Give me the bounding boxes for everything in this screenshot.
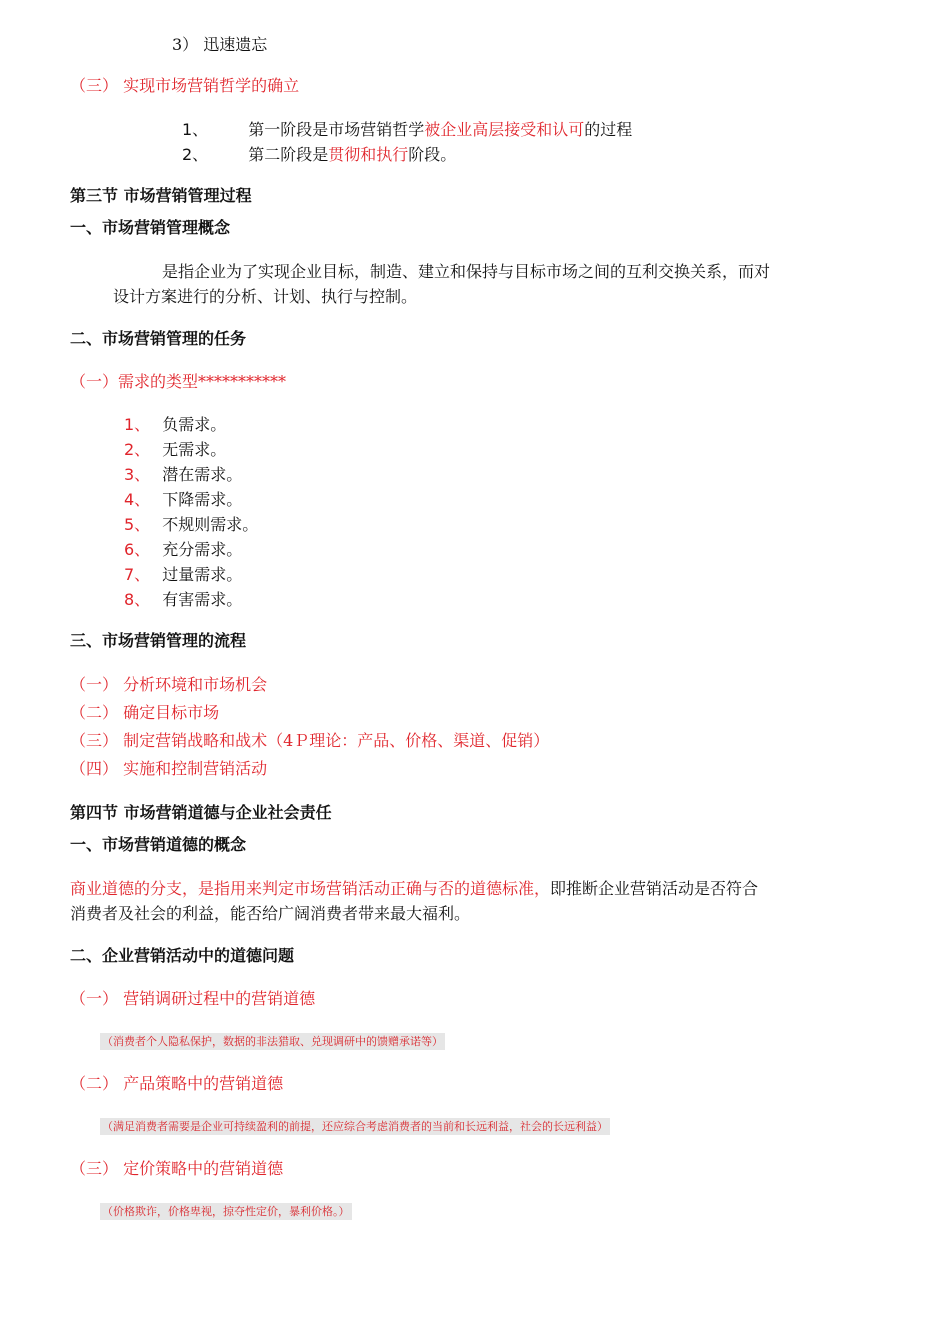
- stage-text: 第二阶段是: [248, 145, 329, 164]
- demand-item: [124, 564, 242, 586]
- stage-item: [182, 119, 632, 141]
- demand-text: 充分需求。: [162, 540, 243, 559]
- demand-number: 3、: [124, 465, 151, 484]
- section-title-4: 第四节 市场营销道德与企业社会责任: [70, 803, 332, 822]
- ethics-issue-note: （消费者个人隐私保护，数据的非法猎取、兑现调研中的馈赠承诺等）: [102, 1035, 443, 1048]
- demand-text: 潜在需求。: [162, 465, 243, 484]
- paragraph-ethics-line1: [70, 878, 758, 900]
- paragraph-concept-line1: 是指企业为了实现企业目标，制造、建立和保持与目标市场之间的互利交换关系，而对: [162, 262, 771, 281]
- stage-number: 2、: [182, 145, 209, 164]
- stage-text-end: 阶段。: [408, 145, 457, 164]
- demand-item: [124, 539, 242, 561]
- stage-text-end: 的过程: [584, 120, 633, 139]
- demand-number: 4、: [124, 490, 151, 509]
- ethics-issue-note: （价格欺诈，价格卑视，掠夺性定价，暴利价格。）: [102, 1205, 350, 1218]
- demand-text: 不规则需求。: [162, 515, 259, 534]
- paragraph-concept-line2: 设计方案进行的分析、计划、执行与控制。: [113, 287, 418, 306]
- stage-highlight: 被企业高层接受和认可: [424, 120, 585, 139]
- demand-text: 无需求。: [162, 440, 227, 459]
- heading-ethics-issues: 二、企业营销活动中的道德问题: [70, 946, 295, 965]
- process-step: （二） 确定目标市场: [70, 703, 220, 722]
- demand-text: 过量需求。: [162, 565, 243, 584]
- process-step: （三） 制定营销战略和战术（4Ｐ理论：产品、价格、渠道、促销）: [70, 731, 550, 750]
- demand-number: 5、: [124, 515, 151, 534]
- heading-ethics-concept: 一、市场营销道德的概念: [70, 835, 247, 854]
- demand-item: [124, 464, 242, 486]
- demand-item: [124, 589, 242, 611]
- ethics-issue-heading: （三） 定价策略中的营销道德: [70, 1159, 284, 1178]
- heading-management-process: 三、市场营销管理的流程: [70, 631, 247, 650]
- subsection-heading-philosophy: （三） 实现市场营销哲学的确立: [70, 76, 300, 95]
- ethics-issue-heading: （二） 产品策略中的营销道德: [70, 1074, 284, 1093]
- stage-highlight: 贯彻和执行: [328, 145, 409, 164]
- ethics-definition-text: 即推断企业营销活动是否符合: [550, 879, 759, 898]
- process-step: （一） 分析环境和市场机会: [70, 675, 268, 694]
- list-item-rapid-forgetting: 3） 迅速遗忘: [172, 35, 268, 54]
- ethics-issue-note: （满足消费者需要是企业可持续盈利的前提，还应综合考虑消费者的当前和长远利益，社会的长远利益）: [102, 1120, 608, 1133]
- stage-text: 第一阶段是市场营销哲学: [248, 120, 425, 139]
- process-step: （四） 实施和控制营销活动: [70, 759, 268, 778]
- heading-management-concept: 一、市场营销管理概念: [70, 218, 231, 237]
- demand-item: [124, 514, 258, 536]
- ethics-issue-heading: （一） 营销调研过程中的营销道德: [70, 989, 316, 1008]
- demand-item: [124, 489, 242, 511]
- paragraph-ethics-line2: 消费者及社会的利益，能否给广阔消费者带来最大福利。: [70, 904, 471, 923]
- demand-text: 下降需求。: [162, 490, 243, 509]
- ethics-definition-highlight: 商业道德的分支，是指用来判定市场营销活动正确与否的道德标准，: [70, 879, 551, 898]
- demand-types-heading: （一）需求的类型***********: [70, 372, 287, 391]
- stage-number: 1、: [182, 120, 209, 139]
- demand-item: [124, 439, 226, 461]
- demand-text: 有害需求。: [162, 590, 243, 609]
- stage-item: [182, 144, 456, 166]
- demand-number: 6、: [124, 540, 151, 559]
- demand-number: 2、: [124, 440, 151, 459]
- section-title-3: 第三节 市场营销管理过程: [70, 186, 252, 205]
- heading-management-tasks: 二、市场营销管理的任务: [70, 329, 247, 348]
- demand-number: 7、: [124, 565, 151, 584]
- demand-text: 负需求。: [162, 415, 227, 434]
- demand-item: [124, 414, 226, 436]
- demand-number: 8、: [124, 590, 151, 609]
- demand-number: 1、: [124, 415, 151, 434]
